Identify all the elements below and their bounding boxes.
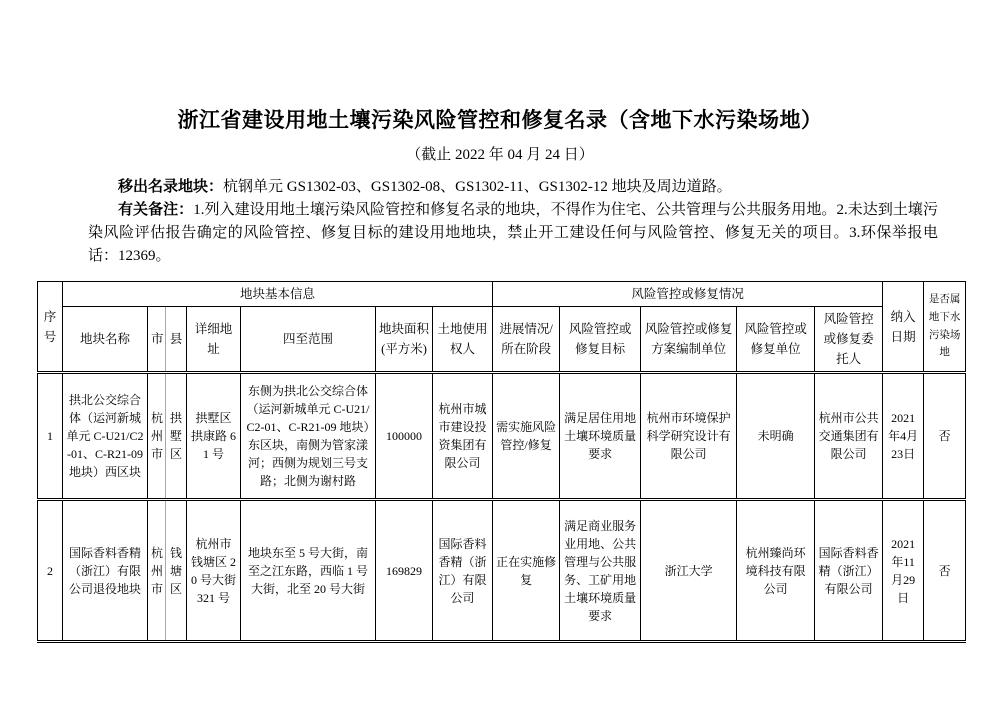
table-row [38, 373, 966, 500]
header-plan-unit: 风险管控或修复方案编制单位 [641, 307, 737, 373]
cell-boundaries: 地块东至 5 号大街，南至之江东路，西临 1 号大街，北至 20 号大街 [241, 500, 376, 642]
header-plot-name: 地块名称 [63, 307, 148, 373]
header-seq: 序号 [38, 282, 63, 373]
cell-date: 2021年11月29日 [883, 500, 924, 642]
cell-seq: 1 [38, 373, 63, 500]
header-date: 纳入日期 [883, 282, 924, 373]
removed-plots-paragraph [88, 176, 938, 199]
cell-area: 169829 [376, 500, 433, 642]
header-group-risk-info: 风险管控或修复情况 [493, 282, 883, 307]
page-subtitle: （截止 2022 年 04 月 24 日） [406, 147, 594, 163]
cell-land-user: 国际香料香精（浙江）有限公司 [433, 500, 493, 642]
table-row [38, 500, 966, 642]
cell-client: 杭州市公共交通集团有限公司 [815, 373, 883, 500]
cell-county: 拱墅区 [166, 373, 187, 500]
cell-target: 满足居住用地土壤环境质量要求 [560, 373, 641, 500]
header-target: 风险管控或修复目标 [560, 307, 641, 373]
registry-table [37, 281, 966, 643]
cell-plot-name: 国际香料香精（浙江）有限公司退役地块 [63, 500, 148, 642]
cell-groundwater: 否 [924, 500, 966, 642]
header-progress: 进展情况/所在阶段 [493, 307, 560, 373]
header-area: 地块面积(平方米) [376, 307, 433, 373]
header-group-basic-info: 地块基本信息 [63, 282, 493, 307]
cell-city: 杭州市 [148, 500, 166, 642]
cell-city: 杭州市 [148, 373, 166, 500]
cell-area: 100000 [376, 373, 433, 500]
remarks-text: 1.列入建设用地土壤污染风险管控和修复名录的地块，不得作为住宅、公共管理与公共服务用地。2.未达到土壤污染风险评估报告确定的风险管控、修复目标的建设用地地块，禁止开工建设任何与风险管控、修复无关的项目。3.环保举报电话：12369。 [88, 202, 938, 264]
header-client: 风险管控或修复委托人 [815, 307, 883, 373]
cell-plan-unit: 浙江大学 [641, 500, 737, 642]
cell-progress: 需实施风险管控/修复 [493, 373, 560, 500]
cell-address: 拱墅区拱康路 61 号 [187, 373, 241, 500]
header-address: 详细地址 [187, 307, 241, 373]
cell-land-user: 杭州市城市建设投资集团有限公司 [433, 373, 493, 500]
cell-groundwater: 否 [924, 373, 966, 500]
cell-address: 杭州市钱塘区 20 号大街 321 号 [187, 500, 241, 642]
cell-target: 满足商业服务业用地、公共管理与公共服务、工矿用地土壤环境质量要求 [560, 500, 641, 642]
cell-seq: 2 [38, 500, 63, 642]
cell-repair-unit: 杭州臻尚环境科技有限公司 [737, 500, 815, 642]
header-county: 县 [166, 307, 187, 373]
cell-progress: 正在实施修复 [493, 500, 560, 642]
cell-plot-name: 拱北公交综合体（运河新城单元 C-U21/C2-01、C-R21-09 地块）西区块 [63, 373, 148, 500]
remarks-paragraph [88, 199, 938, 268]
page-title: 浙江省建设用地土壤污染风险管控和修复名录（含地下水污染场地） [177, 108, 823, 132]
header-land-user: 土地使用权人 [433, 307, 493, 373]
removed-plots-label: 移出名录地块： [118, 179, 224, 195]
cell-date: 2021年4月23日 [883, 373, 924, 500]
header-groundwater: 是否属地下水污染场地 [924, 282, 966, 373]
remarks-label: 有关备注： [118, 202, 194, 218]
intro-paragraphs [88, 176, 938, 268]
cell-repair-unit: 未明确 [737, 373, 815, 500]
cell-boundaries: 东侧为拱北公交综合体（运河新城单元 C-U21/C2-01、C-R21-09 地块）东区块，南侧为管家漾河；西侧为规划三号支路；北侧为谢村路 [241, 373, 376, 500]
cell-client: 国际香料香精（浙江）有限公司 [815, 500, 883, 642]
cell-county: 钱塘区 [166, 500, 187, 642]
header-boundaries: 四至范围 [241, 307, 376, 373]
cell-plan-unit: 杭州市环境保护科学研究设计有限公司 [641, 373, 737, 500]
removed-plots-text: 杭钢单元 GS1302-03、GS1302-08、GS1302-11、GS1302-12 地块及周边道路。 [223, 179, 732, 195]
header-repair-unit: 风险管控或修复单位 [737, 307, 815, 373]
table-header [38, 282, 966, 373]
header-city: 市 [148, 307, 166, 373]
